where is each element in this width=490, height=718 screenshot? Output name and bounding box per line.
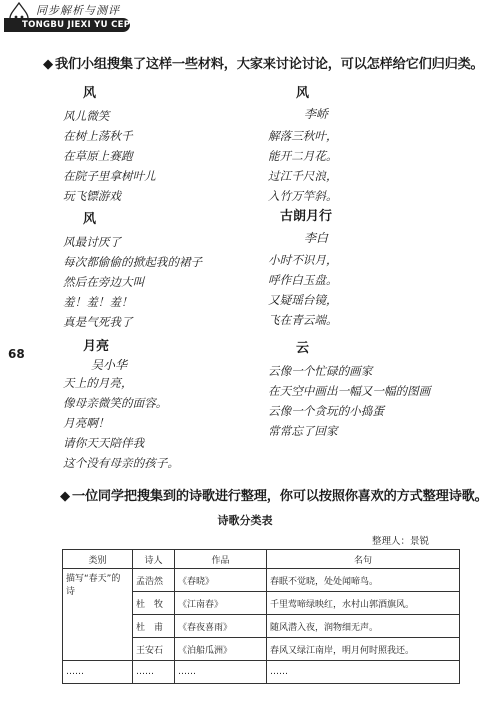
poem-line: 羞！羞！羞！ [63, 295, 133, 309]
section2-heading-text: 一位同学把搜集到的诗歌进行整理，你可以按照你喜欢的方式整理诗歌。 [71, 489, 488, 504]
ellipsis-cell: …… [175, 661, 267, 684]
poem-line: 天上的月亮， [63, 376, 133, 390]
poet-cell: 王安石 [133, 638, 175, 661]
poem-author: 吴小华 [91, 358, 128, 372]
poem-title: 风 [83, 212, 97, 227]
poem-classification-table [62, 549, 460, 684]
poem-title: 月亮 [83, 339, 110, 354]
line-cell: 春风又绿江南岸，明月何时照我还。 [267, 638, 460, 661]
poem-line: 小时不识月， [268, 253, 338, 267]
poem-line: 解落三秋叶， [268, 129, 338, 143]
table-title: 诗歌分类表 [217, 514, 273, 527]
poem-line: 在草原上赛跑 [63, 149, 133, 163]
poem-title: 风 [83, 86, 97, 101]
poem-gulangyuexing [268, 205, 338, 330]
poem-title: 风 [296, 86, 310, 101]
line-cell: 春眠不觉晓，处处闻啼鸟。 [267, 569, 460, 592]
section1-heading-text: 我们小组搜集了这样一些材料，大家来讨论讨论，可以怎样给它们归归类。 [54, 57, 484, 72]
poem-yun [268, 337, 430, 441]
poem-line: 能开二月花。 [268, 149, 338, 163]
poet-cell: 杜 甫 [133, 615, 175, 638]
poet-cell: 杜 牧 [133, 592, 175, 615]
work-cell: 《泊船瓜洲》 [175, 638, 267, 661]
poem-line: 过江千尺浪， [268, 169, 338, 183]
poem-feng-3 [63, 208, 202, 332]
table-compiler: 整理人：景锐 [372, 536, 430, 547]
table-header-row [63, 550, 460, 569]
column-header: 诗人 [133, 550, 175, 569]
poem-line: 呼作白玉盘。 [268, 273, 338, 287]
diamond-bullet-icon: ◆ [60, 489, 70, 504]
page-number: 68 [8, 347, 25, 361]
column-header: 作品 [175, 550, 267, 569]
section1-heading [43, 53, 484, 72]
ellipsis-cell: …… [63, 661, 133, 684]
poem-line: 这个没有母亲的孩子。 [63, 456, 179, 470]
poem-feng-2 [268, 82, 338, 206]
column-header: 名句 [267, 550, 460, 569]
section2-heading [60, 485, 488, 504]
poem-title: 云 [296, 341, 310, 356]
poem-feng-1 [63, 82, 156, 206]
poem-line: 云像一个忙碌的画家 [268, 364, 373, 378]
work-cell: 《春夜喜雨》 [175, 615, 267, 638]
poem-line: 每次都偷偷的掀起我的裙子 [63, 255, 203, 269]
diamond-bullet-icon: ◆ [43, 57, 53, 72]
poem-line: 玩飞镖游戏 [63, 189, 121, 203]
line-cell: 千里莺啼绿映红，水村山郭酒旗风。 [267, 592, 460, 615]
poem-line: 风儿微笑 [63, 109, 110, 123]
ellipsis-cell: …… [267, 661, 460, 684]
poem-line: 在院子里拿树叶儿 [63, 169, 156, 183]
poem-line: 请你天天陪伴我 [63, 436, 145, 450]
poem-line: 风最讨厌了 [63, 235, 121, 249]
poem-line: 在树上荡秋千 [63, 129, 133, 143]
poem-line: 真是气死我了 [63, 315, 133, 329]
header-banner [4, 2, 149, 50]
poem-author: 李峤 [304, 107, 329, 121]
poem-line: 入竹万竿斜。 [268, 189, 338, 203]
series-title-en: TONGBU JIEXI YU CEPING [22, 20, 149, 30]
table-row [63, 569, 460, 592]
poem-yueliang [63, 335, 179, 473]
poem-line: 在天空中画出一幅又一幅的图画 [268, 384, 431, 398]
work-cell: 《春晓》 [175, 569, 267, 592]
ellipsis-cell: …… [133, 661, 175, 684]
poet-cell: 孟浩然 [133, 569, 175, 592]
line-cell: 随风潜入夜，润物细无声。 [267, 615, 460, 638]
column-header: 类别 [63, 550, 133, 569]
poem-line: 像母亲微笑的面容。 [63, 396, 168, 410]
poem-line: 云像一个贪玩的小捣蛋 [268, 404, 384, 418]
poem-line: 又疑瑶台镜， [268, 293, 338, 307]
category-cell: 描写“春天”的诗 [63, 569, 133, 661]
poem-line: 常常忘了回家 [268, 424, 338, 438]
table-row-ellipsis [63, 661, 460, 684]
poem-line: 飞在青云端。 [268, 313, 338, 327]
poem-line: 月亮啊！ [63, 416, 110, 430]
poem-line: 然后在旁边大叫 [63, 275, 145, 289]
series-title-cn: 同步解析与测评 [36, 4, 120, 17]
poem-title: 古朗月行 [280, 209, 333, 224]
work-cell: 《江南春》 [175, 592, 267, 615]
poem-author: 李白 [304, 231, 329, 245]
